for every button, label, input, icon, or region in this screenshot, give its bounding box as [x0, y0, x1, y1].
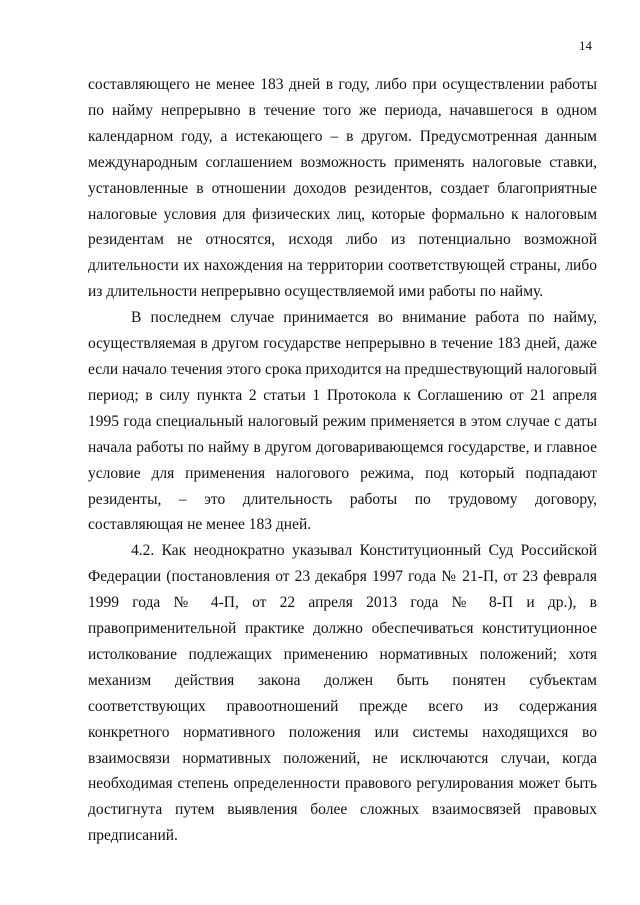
paragraph: В последнем случае принимается во внимание работа по найму, осуществляемая в другом государстве непрерывно в течение 183 дней, даже если начало течения этого срока приходится на предшествующий налоговый период; в силу пункта 2 статьи 1 Протокола к Соглашению от 21 апреля 1995 года специальный налоговый режим применяется в этом случае с даты начала работы по найму в другом договаривающемся государстве, и главное условие для применения налогового режима, под который подпадают резиденты, – это длительность работы по трудовому договору, составляющая не менее 183 дней. [88, 309, 597, 534]
document-body [88, 72, 597, 849]
paragraph-continuation: составляющего не менее 183 дней в году, либо при осуществлении работы по найму непрерывно в течение того же периода, начавшегося в одном календарном году, а истекающего – в другом. Предусмотренная данным международным соглашением возможность применять налоговые ставки, установленные в отношении доходов резидентов, создает благоприятные налоговые условия для физических лиц, которые формально к налоговым резидентам не относятся, исходя либо из потенциально возможной длительности их нахождения на территории соответствующей страны, либо из длительности непрерывно осуществляемой ими работы по найму. [88, 76, 597, 301]
page-number: 14 [579, 38, 592, 53]
paragraph: 4.2. Как неоднократно указывал Конституционный Суд Российской Федерации (постановления от 23 декабря 1997 года № 21-П, от 23 февраля 1999 года № 4-П, от 22 апреля 2013 года № 8-П и др.), в правоприменительной практике должно обеспечиваться конституционное истолкование подлежащих применению нормативных положений; хотя механизм действия закона должен быть понятен субъектам соответствующих правоотношений прежде всего из содержания конкретного нормативного положения или системы находящихся во взаимосвязи нормативных положений, не исключаются случаи, когда необходимая степень определенности правового регулирования может быть достигнута путем выявления более сложных взаимосвязей правовых предписаний. [88, 542, 597, 845]
